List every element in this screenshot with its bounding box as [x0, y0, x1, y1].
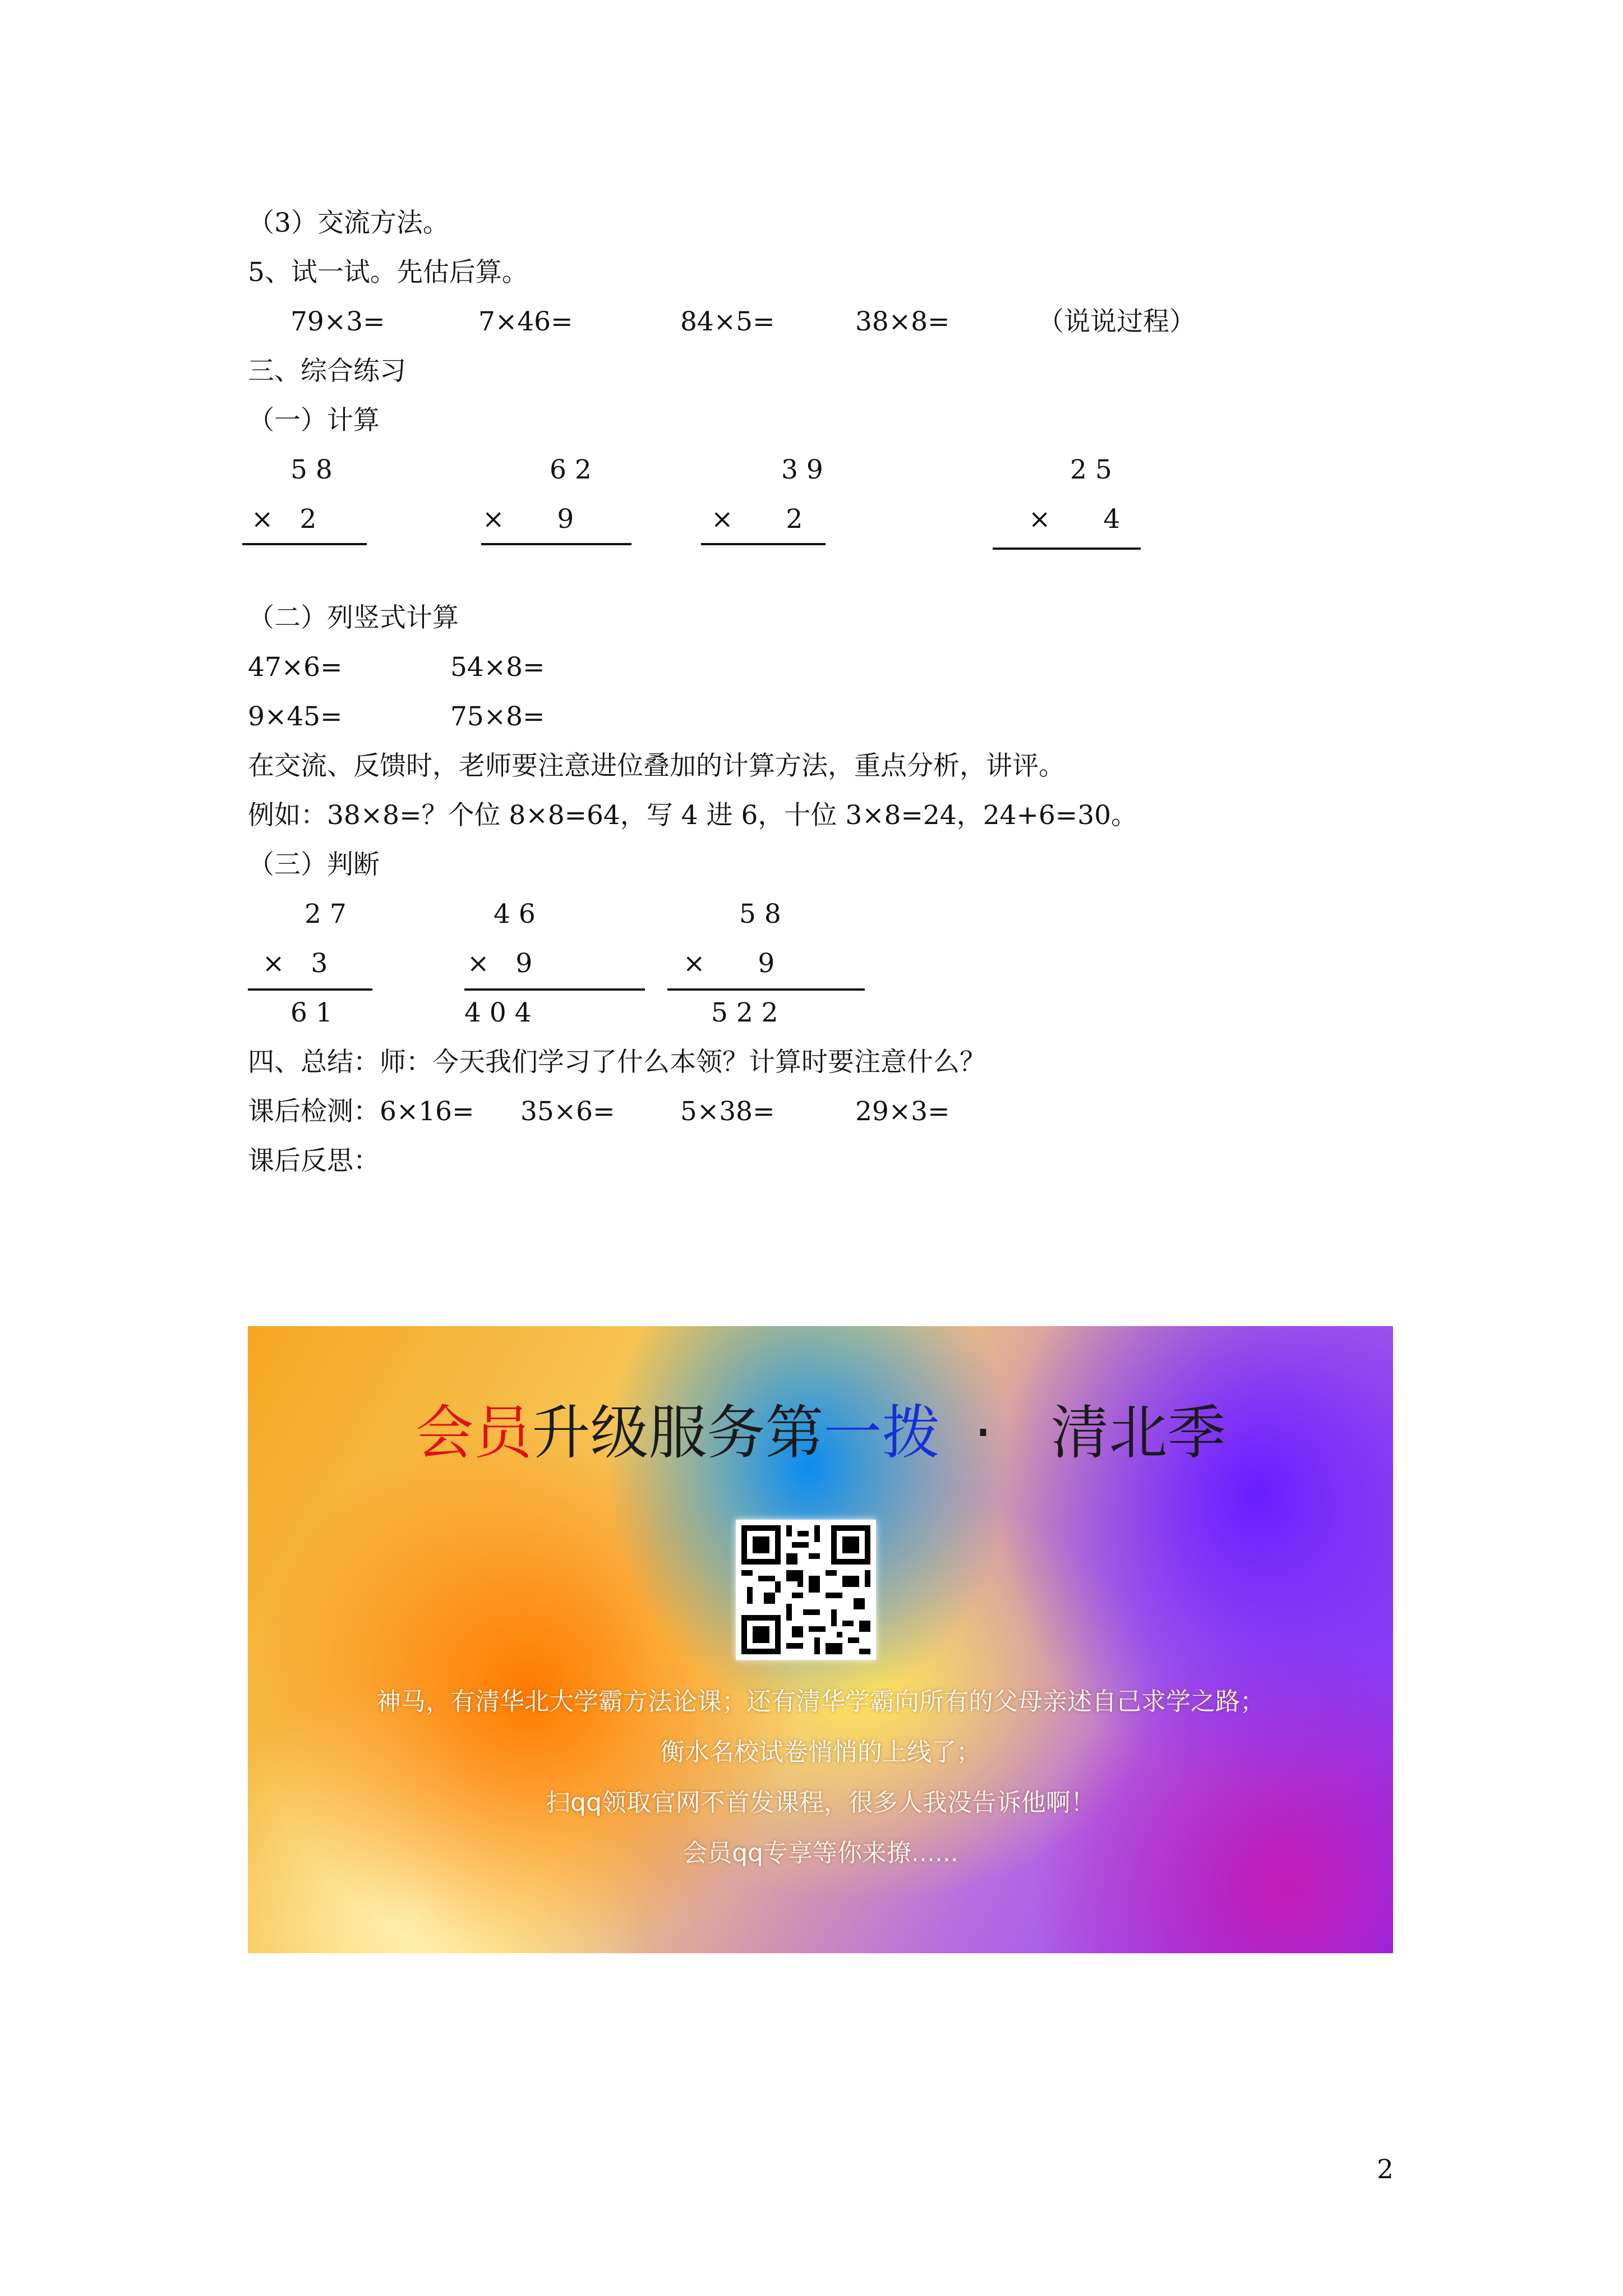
section-heading: 三、综合练习	[248, 356, 406, 386]
judge-calc-result: 4 0 4	[464, 997, 532, 1028]
banner-text-line: 扫qq领取官网不首发课程，很多人我没告诉他啊！	[546, 1788, 1095, 1817]
banner-title-part: 升级服务第	[532, 1398, 824, 1467]
banner-title	[248, 1396, 1393, 1469]
exercise-item: 75×8=	[450, 701, 545, 732]
vertical-calc-multiplier: × 2	[711, 504, 803, 535]
homework-line: 课后检测：6×16=	[248, 1096, 474, 1127]
banner-text-line: 神马，有清华北大学霸方法论课；还有清华学霸向所有的父母亲述自己求学之路；	[376, 1687, 1265, 1716]
judge-calc-rule	[464, 988, 645, 991]
homework-item: 29×3=	[855, 1096, 950, 1127]
subsection-heading: （三）判断	[248, 849, 380, 880]
vertical-calc-top: 3 9	[781, 454, 823, 485]
judge-calc-top: 5 8	[739, 899, 781, 930]
vertical-calc-rule	[481, 543, 631, 545]
section-line: （3）交流方法。	[248, 208, 449, 238]
vertical-calc-rule	[242, 543, 367, 545]
summary-line: 四、总结：师：今天我们学习了什么本领？计算时要注意什么？	[248, 1047, 986, 1078]
vertical-calc-multiplier: × 4	[1029, 504, 1121, 535]
exercise-item: 7×46=	[478, 306, 573, 337]
judge-calc-rule	[667, 988, 865, 991]
judge-calc-result: 5 2 2	[711, 997, 778, 1028]
banner-text-line: 衡水名校试卷悄悄的上线了；	[660, 1738, 981, 1766]
page-number: 2	[1377, 2154, 1394, 2185]
vertical-calc-rule	[993, 547, 1141, 550]
vertical-calc-rule	[701, 543, 826, 545]
vertical-calc-multiplier: × 2	[251, 504, 317, 535]
exercise-item: 79×3=	[291, 306, 385, 337]
exercise-item: 9×45=	[248, 701, 343, 732]
vertical-calc-top: 2 5	[1070, 454, 1112, 485]
exercise-item: 54×8=	[450, 652, 545, 683]
qr-code-icon[interactable]	[736, 1520, 876, 1660]
reflection-line: 课后反思：	[248, 1145, 380, 1176]
judge-calc-rule	[248, 988, 372, 991]
vertical-calc-multiplier: × 9	[482, 504, 574, 535]
exercise-item: （说说过程）	[1038, 306, 1196, 337]
exercise-item: 38×8=	[855, 306, 950, 337]
banner-title-part: 一拨	[823, 1398, 940, 1467]
vertical-calc-top: 5 8	[291, 454, 333, 485]
judge-calc-result: 6 1	[291, 997, 333, 1028]
paragraph: 在交流、反馈时，老师要注意进位叠加的计算方法，重点分析，讲评。	[248, 751, 1065, 781]
section-line: 5、试一试。先估后算。	[248, 257, 528, 288]
homework-item: 35×6=	[520, 1096, 615, 1127]
judge-calc-top: 4 6	[494, 899, 536, 930]
promo-banner[interactable]	[248, 1326, 1393, 1953]
banner-text-line: 会员qq专享等你来撩......	[683, 1839, 958, 1867]
judge-calc-multiplier: × 3	[262, 948, 328, 979]
judge-calc-multiplier: × 9	[467, 948, 533, 979]
judge-calc-top: 2 7	[305, 899, 347, 930]
subsection-heading: （一）计算	[248, 405, 380, 436]
judge-calc-multiplier: × 9	[683, 948, 775, 979]
banner-title-part: · 清北季	[974, 1398, 1226, 1467]
vertical-calc-top: 6 2	[550, 454, 592, 485]
exercise-item: 47×6=	[248, 652, 343, 683]
exercise-item: 84×5=	[680, 306, 775, 337]
homework-item: 5×38=	[680, 1096, 775, 1127]
subsection-heading: （二）列竖式计算	[248, 602, 459, 633]
banner-title-part: 会员	[415, 1398, 532, 1467]
paragraph: 例如：38×8=？个位 8×8=64，写 4 进 6，十位 3×8=24，24+6=30。	[248, 800, 1137, 831]
